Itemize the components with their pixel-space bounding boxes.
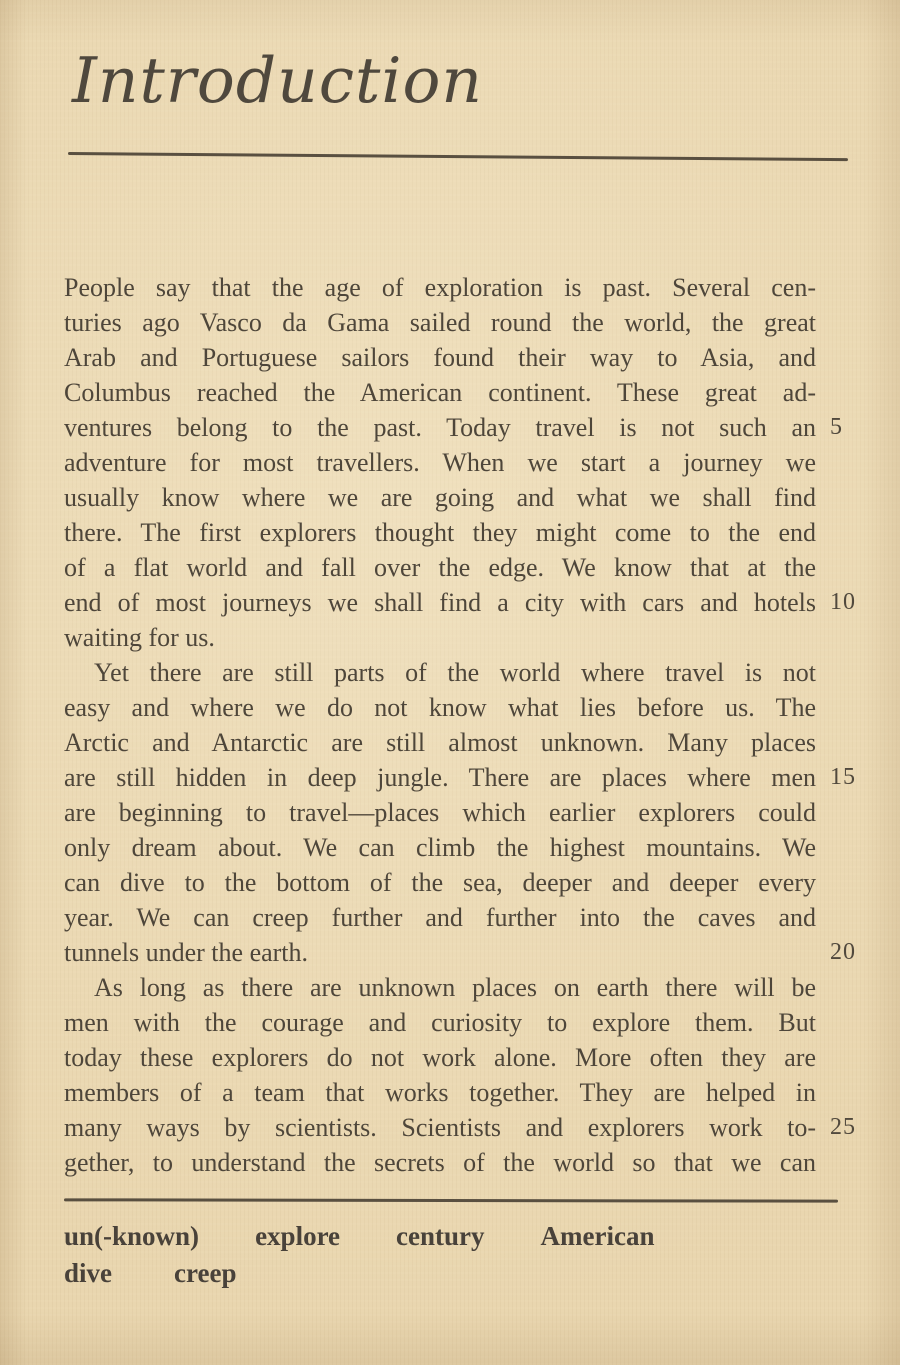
text-line: are beginning to travel—places which earlier explorers could bbox=[64, 798, 816, 827]
text-line: easy and where we do not know what lies before us. The bbox=[64, 693, 816, 722]
text-line: ventures belong to the past. Today travel is not such an bbox=[64, 413, 816, 442]
text-line: there. The first explorers thought they might come to the end bbox=[64, 518, 816, 547]
vocabulary-word: century bbox=[396, 1221, 485, 1251]
vocabulary-row-2 bbox=[64, 1255, 844, 1292]
text-line: Columbus reached the American continent. These great ad- bbox=[64, 378, 816, 407]
line-number: 5 bbox=[830, 414, 843, 440]
text-line: tunnels under the earth. bbox=[64, 938, 309, 967]
line-number: 25 bbox=[830, 1114, 856, 1140]
vocabulary-word: creep bbox=[174, 1258, 237, 1288]
text-line: Arab and Portuguese sailors found their way to Asia, and bbox=[64, 343, 816, 372]
text-line: end of most journeys we shall find a city with cars and hotels bbox=[64, 588, 816, 617]
page-title: Introduction bbox=[72, 44, 483, 117]
vocabulary-word: explore bbox=[255, 1221, 341, 1251]
text-line: People say that the age of exploration is past. Several cen- bbox=[64, 273, 816, 302]
text-line: many ways by scientists. Scientists and explorers work to- bbox=[64, 1113, 816, 1142]
text-line: As long as there are unknown places on earth there will be bbox=[94, 973, 816, 1002]
footer-divider bbox=[64, 1198, 838, 1202]
vocabulary-row-1 bbox=[64, 1218, 844, 1255]
vocabulary-word: dive bbox=[64, 1258, 113, 1288]
line-number: 10 bbox=[830, 589, 856, 615]
title-divider bbox=[68, 152, 848, 161]
text-line: of a flat world and fall over the edge. We know that at the bbox=[64, 553, 816, 582]
vocabulary-word: un(-known) bbox=[64, 1221, 200, 1251]
text-line: turies ago Vasco da Gama sailed round the world, the great bbox=[64, 308, 816, 337]
text-line: waiting for us. bbox=[64, 623, 215, 652]
text-line: can dive to the bottom of the sea, deeper and deeper every bbox=[64, 868, 816, 897]
vocabulary-footer bbox=[64, 1218, 844, 1292]
line-number: 15 bbox=[830, 764, 856, 790]
text-line: members of a team that works together. They are helped in bbox=[64, 1078, 816, 1107]
text-line: only dream about. We can climb the highest mountains. We bbox=[64, 833, 816, 862]
text-line: Yet there are still parts of the world where travel is not bbox=[94, 658, 816, 687]
text-line: usually know where we are going and what we shall find bbox=[64, 483, 816, 512]
line-number: 20 bbox=[830, 939, 856, 965]
text-line: adventure for most travellers. When we start a journey we bbox=[64, 448, 816, 477]
text-line: today these explorers do not work alone. More often they are bbox=[64, 1043, 816, 1072]
text-line: are still hidden in deep jungle. There are places where men bbox=[64, 763, 816, 792]
text-line: men with the courage and curiosity to explore them. But bbox=[64, 1008, 816, 1037]
text-line: year. We can creep further and further into the caves and bbox=[64, 903, 816, 932]
vocabulary-word: American bbox=[540, 1221, 655, 1251]
text-line: Arctic and Antarctic are still almost unknown. Many places bbox=[64, 728, 816, 757]
line-number-column bbox=[830, 0, 880, 1365]
text-line: gether, to understand the secrets of the world so that we can bbox=[64, 1148, 816, 1177]
text-block bbox=[64, 270, 816, 1180]
